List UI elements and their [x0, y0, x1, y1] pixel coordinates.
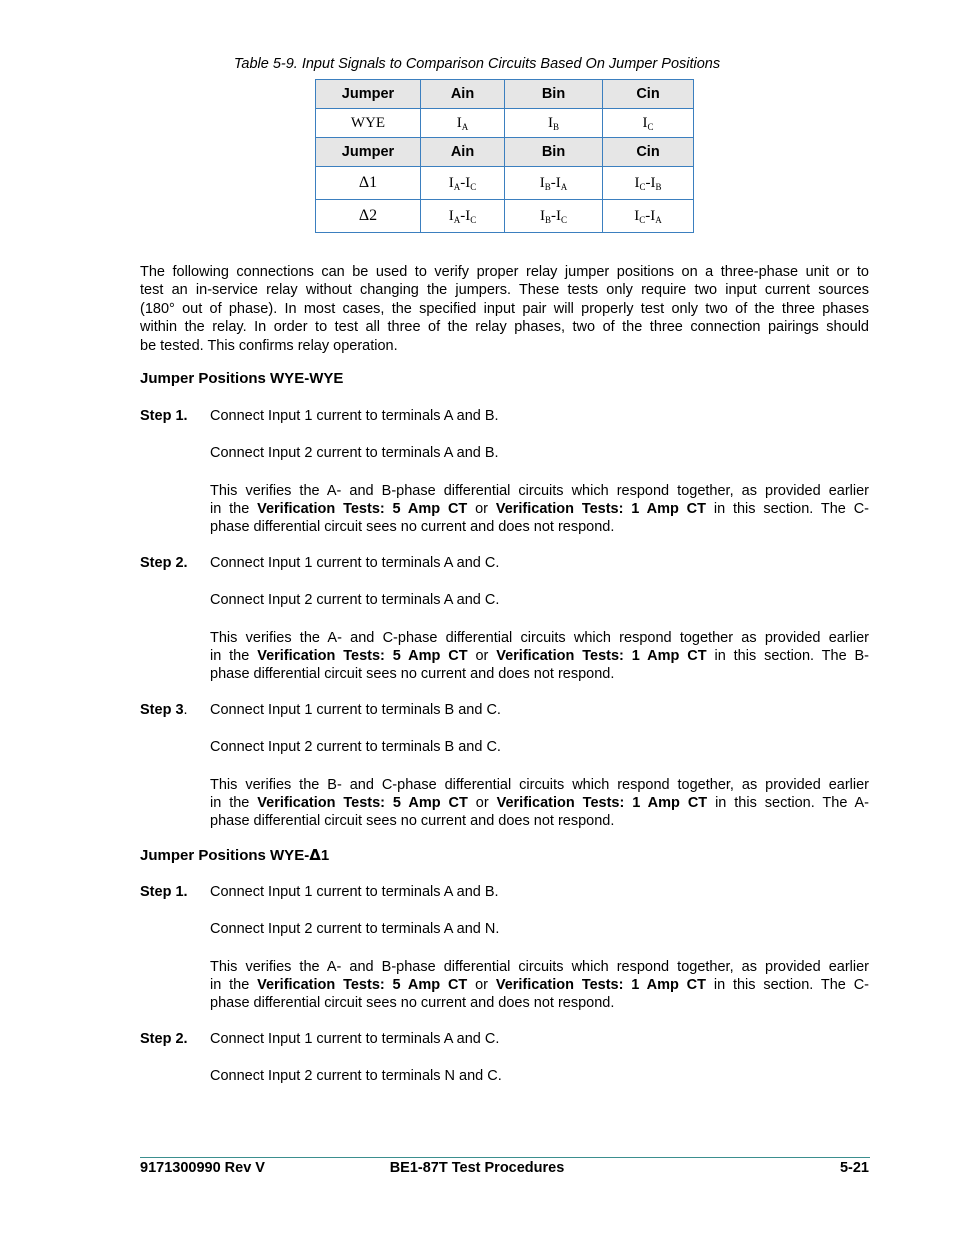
step-verification: This verifies the B- and C-phase differential circuits which respond together, as provided earlier in the Verification Tests: 5 Amp CT or Verification Tests: 1 Amp CT in this section. The A- phase differential circuit sees no current and does not respond.: [210, 777, 870, 830]
header-cell: Cin: [603, 80, 694, 109]
step-label: Step 1.: [140, 408, 188, 424]
signal-cell: $I_C-I_B$: [603, 167, 694, 200]
step-verification: This verifies the A- and C-phase differential circuits which respond together as provided earlier in the Verification Tests: 5 Amp CT or Verification Tests: 1 Amp CT in this section. The B- phase differential circuit sees no current and does not respond.: [210, 630, 870, 683]
input-signals-table: [315, 79, 694, 233]
step-label: Step 1.: [140, 884, 188, 900]
signal-cell: $I_C-I_A$: [603, 200, 694, 233]
step-verification: This verifies the A- and B-phase differential circuits which respond together, as provided earlier in the Verification Tests: 5 Amp CT or Verification Tests: 1 Amp CT in this section. The C- phase differential circuit sees no current and does not respond.: [210, 483, 869, 536]
step-instruction: Connect Input 2 current to terminals A and N.: [210, 921, 500, 937]
table-row: [316, 200, 694, 233]
signal-cell: $I_A-I_C$: [421, 200, 505, 233]
step-label: Step 2.: [140, 1031, 188, 1047]
step-instruction: Connect Input 1 current to terminals B and C.: [210, 702, 501, 718]
signal-cell: $I_B-I_C$: [505, 200, 603, 233]
text-line: within the relay. In order to test all three of the relay phases, two of the three connection pairings should: [140, 319, 869, 336]
step-verification: This verifies the A- and B-phase differential circuits which respond together, as provided earlier in the Verification Tests: 5 Amp CT or Verification Tests: 1 Amp CT in this section. The C- phase differential circuit sees no current and does not respond.: [210, 959, 869, 1012]
signal-cell: $I_B-I_A$: [505, 167, 603, 200]
header-cell: Jumper: [316, 80, 421, 109]
step-label: Step 3.: [140, 702, 188, 718]
step-instruction: Connect Input 1 current to terminals A and B.: [210, 884, 499, 900]
step-label: Step 2.: [140, 555, 188, 571]
table-row: [316, 167, 694, 200]
header-cell: Ain: [421, 138, 505, 167]
table-header-row: [316, 80, 694, 109]
table-header-row: [316, 138, 694, 167]
jumper-cell: Δ1: [316, 167, 421, 200]
header-cell: Ain: [421, 80, 505, 109]
signal-cell: $I_B$: [505, 109, 603, 138]
jumper-cell: WYE: [316, 109, 421, 138]
signal-cell: $I_A-I_C$: [421, 167, 505, 200]
footer-divider: [140, 1157, 870, 1158]
table-row: [316, 109, 694, 138]
jumper-cell: Δ2: [316, 200, 421, 233]
text-line: be tested. This confirms relay operation.: [140, 337, 398, 354]
text-line: The following connections can be used to verify proper relay jumper positions on a three-phase unit or to: [140, 264, 869, 280]
header-cell: Cin: [603, 138, 694, 167]
intro-paragraph: [140, 263, 869, 355]
text-line: (180° out of phase). In most cases, the specified input pair will properly test only two of the three phases: [140, 300, 869, 317]
section-heading-wye-delta1: Jumper Positions WYE-Δ1: [140, 846, 330, 864]
step-instruction: Connect Input 2 current to terminals A and C.: [210, 592, 500, 608]
footer-page-number: 5-21: [839, 1160, 869, 1176]
section-heading-wye-wye: Jumper Positions WYE-WYE: [140, 370, 344, 387]
signal-cell: $I_A$: [421, 109, 505, 138]
step-instruction: Connect Input 2 current to terminals B and C.: [210, 739, 501, 755]
footer-title: BE1-87T Test Procedures: [389, 1160, 565, 1176]
header-cell: Jumper: [316, 138, 421, 167]
step-instruction: Connect Input 1 current to terminals A and C.: [210, 555, 500, 571]
header-cell: Bin: [505, 80, 603, 109]
table-caption: Table 5-9. Input Signals to Comparison Circuits Based On Jumper Positions: [233, 56, 721, 72]
signal-cell: $I_C$: [603, 109, 694, 138]
step-instruction: Connect Input 2 current to terminals N and C.: [210, 1068, 502, 1084]
text-line: test an in-service relay without changing the jumpers. These tests only require two input current sources: [140, 282, 869, 299]
footer-doc-number: 9171300990 Rev V: [140, 1160, 265, 1176]
header-cell: Bin: [505, 138, 603, 167]
step-instruction: Connect Input 1 current to terminals A and B.: [210, 408, 499, 424]
step-instruction: Connect Input 1 current to terminals A and C.: [210, 1031, 500, 1047]
step-instruction: Connect Input 2 current to terminals A and B.: [210, 445, 499, 461]
